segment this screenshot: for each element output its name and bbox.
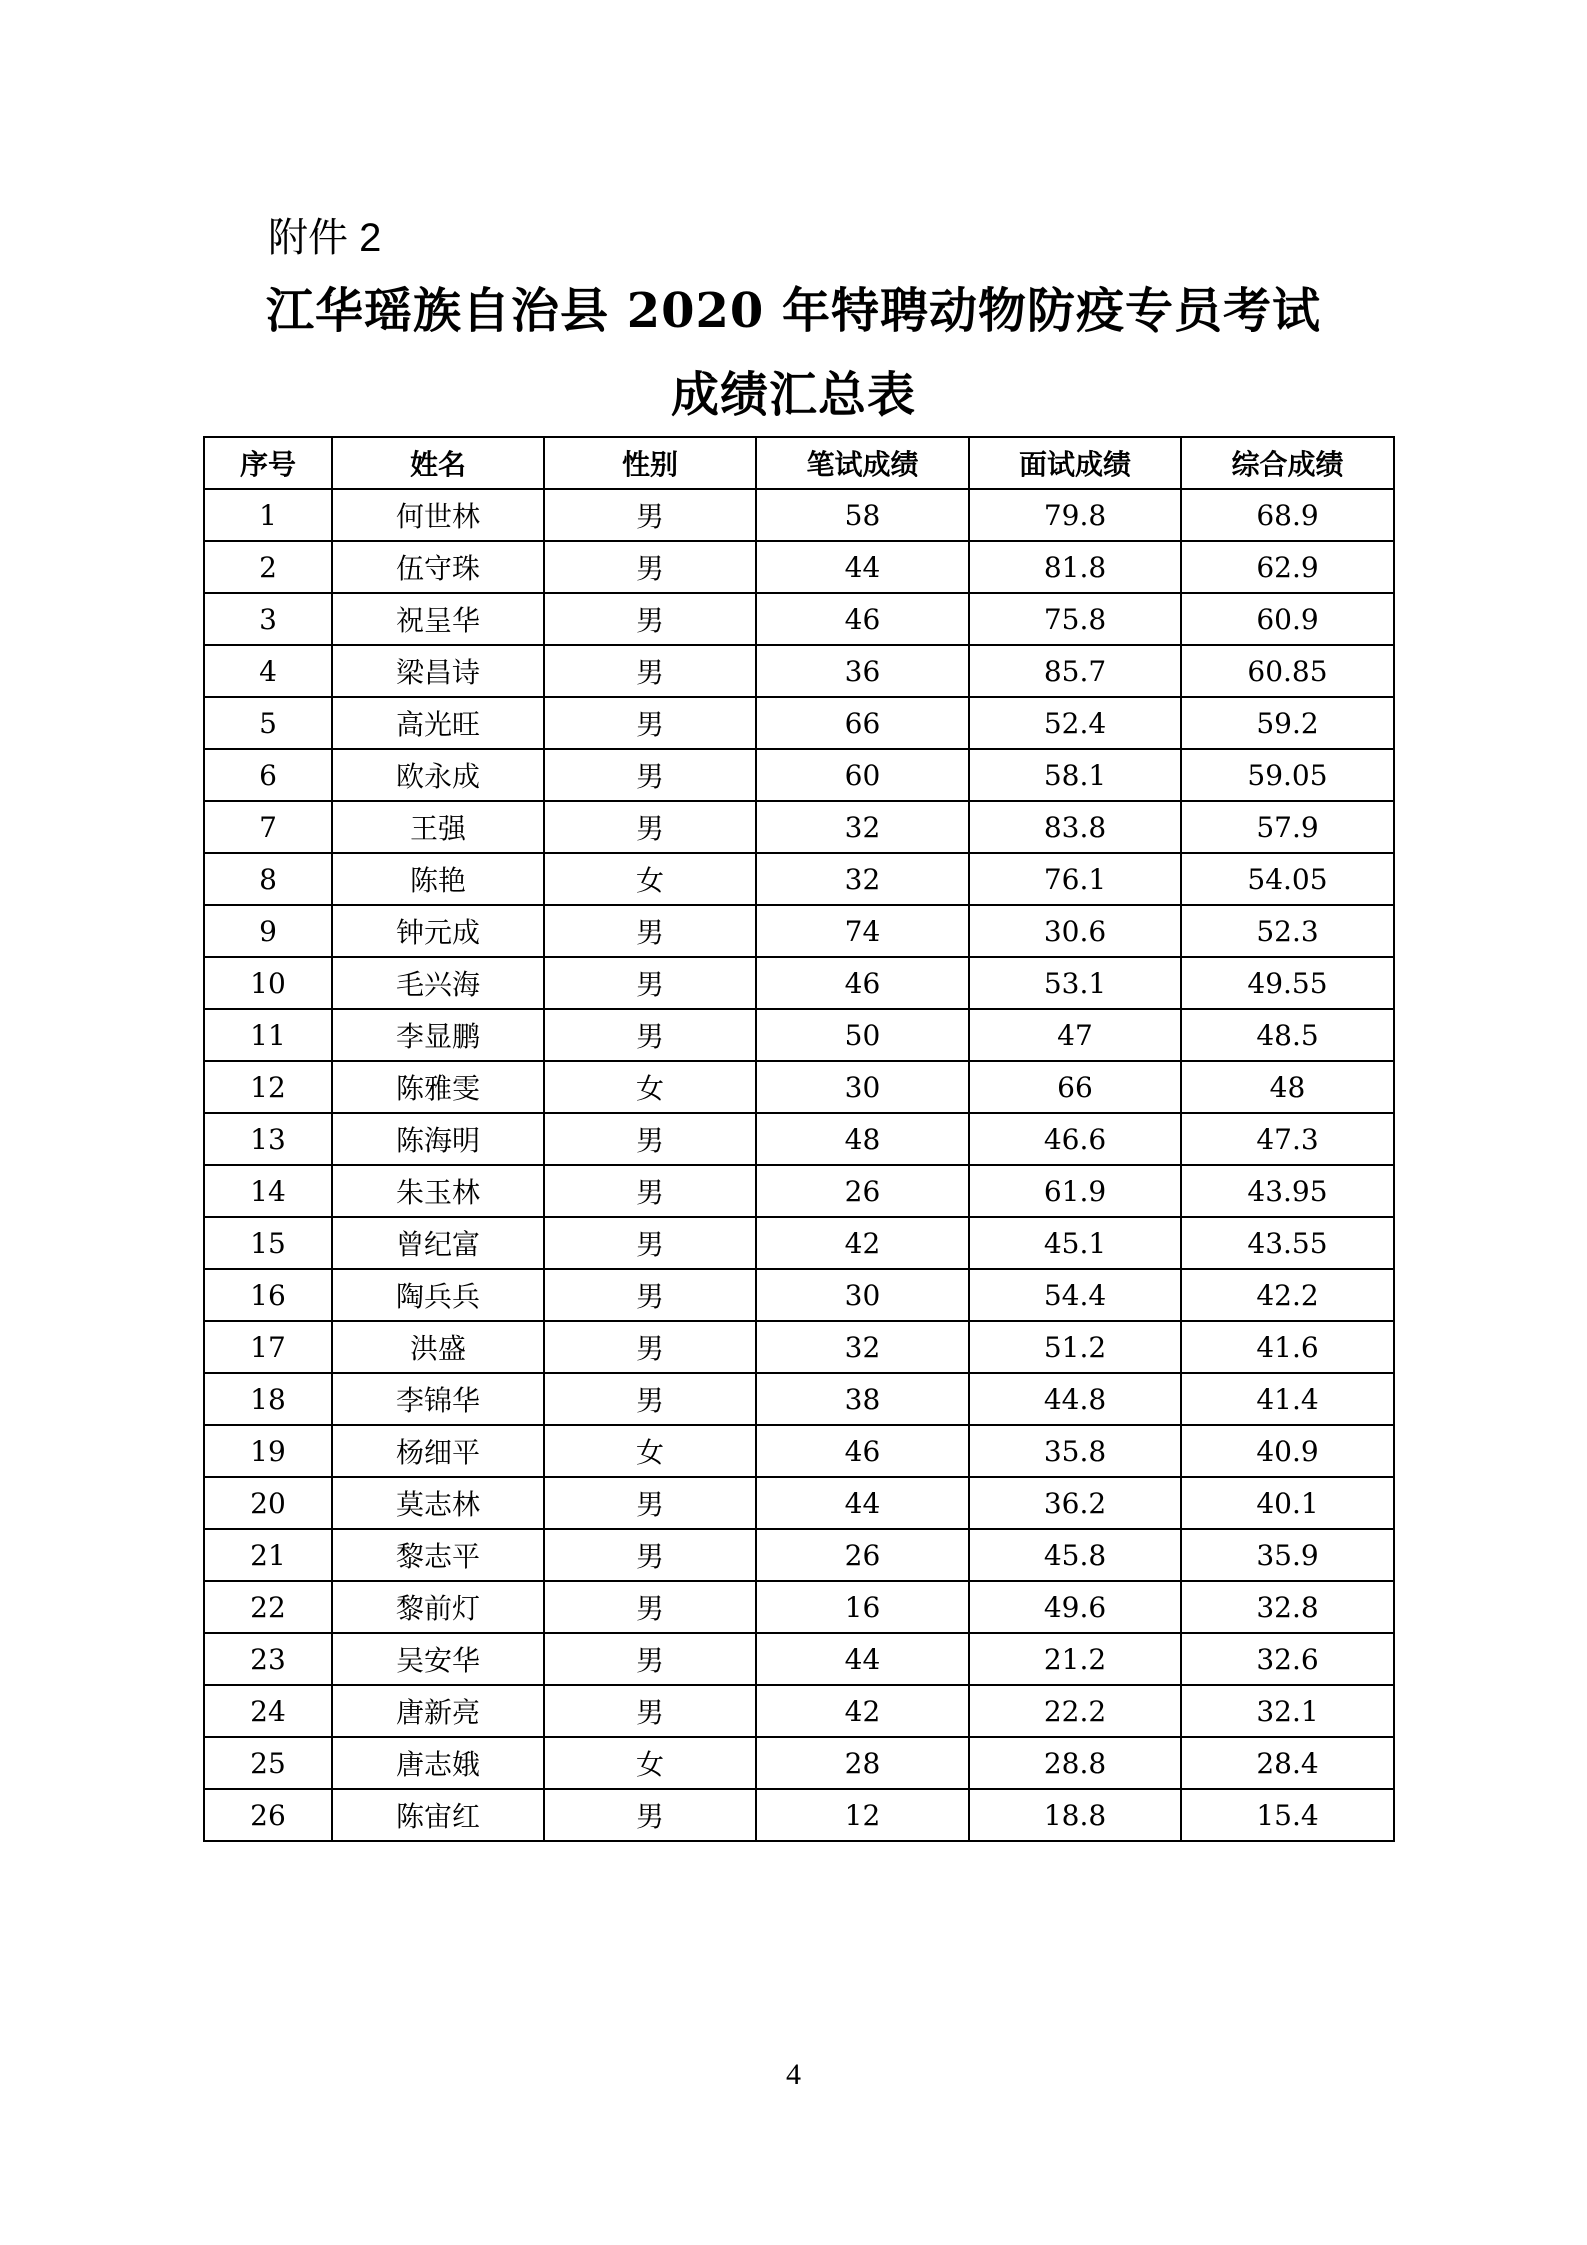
cell-interview-score: 45.1 <box>969 1217 1181 1269</box>
cell-written-score: 30 <box>756 1061 969 1113</box>
cell-gender: 女 <box>544 1061 756 1113</box>
cell-index: 14 <box>204 1165 332 1217</box>
table-row <box>204 489 1394 541</box>
cell-gender: 男 <box>544 489 756 541</box>
cell-total-score: 28.4 <box>1181 1737 1394 1789</box>
cell-interview-score: 47 <box>969 1009 1181 1061</box>
cell-written-score: 46 <box>756 1425 969 1477</box>
header-gender: 性别 <box>544 437 756 489</box>
cell-name: 黎前灯 <box>332 1581 544 1633</box>
cell-total-score: 48 <box>1181 1061 1394 1113</box>
table-row <box>204 1685 1394 1737</box>
cell-gender: 男 <box>544 1165 756 1217</box>
cell-gender: 男 <box>544 1685 756 1737</box>
cell-index: 15 <box>204 1217 332 1269</box>
cell-interview-score: 45.8 <box>969 1529 1181 1581</box>
table-row <box>204 593 1394 645</box>
cell-interview-score: 58.1 <box>969 749 1181 801</box>
table-row <box>204 1529 1394 1581</box>
cell-name: 莫志林 <box>332 1477 544 1529</box>
table-row <box>204 957 1394 1009</box>
cell-index: 7 <box>204 801 332 853</box>
cell-interview-score: 54.4 <box>969 1269 1181 1321</box>
cell-gender: 男 <box>544 801 756 853</box>
table-row <box>204 749 1394 801</box>
cell-name: 陈艳 <box>332 853 544 905</box>
cell-written-score: 44 <box>756 1477 969 1529</box>
cell-written-score: 42 <box>756 1685 969 1737</box>
cell-gender: 男 <box>544 1633 756 1685</box>
cell-gender: 男 <box>544 697 756 749</box>
cell-name: 李显鹏 <box>332 1009 544 1061</box>
cell-total-score: 49.55 <box>1181 957 1394 1009</box>
table-body <box>204 489 1394 1841</box>
cell-name: 陈宙红 <box>332 1789 544 1841</box>
cell-total-score: 59.05 <box>1181 749 1394 801</box>
table-row <box>204 1789 1394 1841</box>
attachment-label: 附件 2 <box>268 216 382 260</box>
cell-total-score: 48.5 <box>1181 1009 1394 1061</box>
cell-name: 黎志平 <box>332 1529 544 1581</box>
cell-index: 24 <box>204 1685 332 1737</box>
cell-index: 6 <box>204 749 332 801</box>
cell-written-score: 32 <box>756 853 969 905</box>
cell-name: 陶兵兵 <box>332 1269 544 1321</box>
cell-gender: 男 <box>544 905 756 957</box>
cell-interview-score: 76.1 <box>969 853 1181 905</box>
cell-total-score: 40.1 <box>1181 1477 1394 1529</box>
cell-gender: 男 <box>544 593 756 645</box>
cell-name: 李锦华 <box>332 1373 544 1425</box>
cell-written-score: 60 <box>756 749 969 801</box>
cell-gender: 女 <box>544 1425 756 1477</box>
cell-index: 26 <box>204 1789 332 1841</box>
cell-name: 何世林 <box>332 489 544 541</box>
cell-written-score: 32 <box>756 801 969 853</box>
cell-index: 25 <box>204 1737 332 1789</box>
cell-name: 欧永成 <box>332 749 544 801</box>
cell-index: 22 <box>204 1581 332 1633</box>
cell-total-score: 41.6 <box>1181 1321 1394 1373</box>
cell-total-score: 32.1 <box>1181 1685 1394 1737</box>
cell-interview-score: 46.6 <box>969 1113 1181 1165</box>
cell-written-score: 50 <box>756 1009 969 1061</box>
cell-name: 陈海明 <box>332 1113 544 1165</box>
cell-name: 伍守珠 <box>332 541 544 593</box>
cell-total-score: 43.55 <box>1181 1217 1394 1269</box>
document-title: 江华瑶族自治县 2020 年特聘动物防疫专员考试 <box>265 283 1322 339</box>
table-row <box>204 1633 1394 1685</box>
cell-index: 13 <box>204 1113 332 1165</box>
cell-gender: 女 <box>544 853 756 905</box>
cell-index: 11 <box>204 1009 332 1061</box>
table-row <box>204 697 1394 749</box>
cell-written-score: 46 <box>756 593 969 645</box>
cell-name: 洪盛 <box>332 1321 544 1373</box>
cell-interview-score: 36.2 <box>969 1477 1181 1529</box>
cell-written-score: 16 <box>756 1581 969 1633</box>
table-row <box>204 1113 1394 1165</box>
cell-index: 17 <box>204 1321 332 1373</box>
cell-total-score: 57.9 <box>1181 801 1394 853</box>
cell-interview-score: 53.1 <box>969 957 1181 1009</box>
cell-total-score: 40.9 <box>1181 1425 1394 1477</box>
header-index: 序号 <box>204 437 332 489</box>
cell-index: 2 <box>204 541 332 593</box>
cell-gender: 男 <box>544 957 756 1009</box>
header-name: 姓名 <box>332 437 544 489</box>
cell-name: 唐新亮 <box>332 1685 544 1737</box>
cell-gender: 男 <box>544 1581 756 1633</box>
cell-total-score: 32.6 <box>1181 1633 1394 1685</box>
table-row <box>204 1425 1394 1477</box>
cell-name: 朱玉林 <box>332 1165 544 1217</box>
cell-written-score: 66 <box>756 697 969 749</box>
cell-index: 5 <box>204 697 332 749</box>
table-row <box>204 1061 1394 1113</box>
cell-total-score: 52.3 <box>1181 905 1394 957</box>
cell-index: 3 <box>204 593 332 645</box>
cell-written-score: 46 <box>756 957 969 1009</box>
cell-gender: 男 <box>544 1529 756 1581</box>
cell-index: 21 <box>204 1529 332 1581</box>
cell-gender: 男 <box>544 1321 756 1373</box>
page-number: 4 <box>786 2058 801 2091</box>
cell-index: 10 <box>204 957 332 1009</box>
cell-written-score: 26 <box>756 1165 969 1217</box>
cell-total-score: 68.9 <box>1181 489 1394 541</box>
cell-interview-score: 18.8 <box>969 1789 1181 1841</box>
table-header-row <box>204 437 1394 489</box>
cell-interview-score: 61.9 <box>969 1165 1181 1217</box>
cell-index: 9 <box>204 905 332 957</box>
cell-total-score: 32.8 <box>1181 1581 1394 1633</box>
cell-name: 曾纪富 <box>332 1217 544 1269</box>
cell-name: 吴安华 <box>332 1633 544 1685</box>
cell-name: 唐志娥 <box>332 1737 544 1789</box>
cell-interview-score: 52.4 <box>969 697 1181 749</box>
cell-gender: 男 <box>544 645 756 697</box>
table-row <box>204 645 1394 697</box>
cell-interview-score: 79.8 <box>969 489 1181 541</box>
cell-gender: 男 <box>544 1009 756 1061</box>
cell-interview-score: 21.2 <box>969 1633 1181 1685</box>
cell-index: 4 <box>204 645 332 697</box>
cell-gender: 男 <box>544 749 756 801</box>
cell-interview-score: 66 <box>969 1061 1181 1113</box>
cell-gender: 女 <box>544 1737 756 1789</box>
cell-total-score: 54.05 <box>1181 853 1394 905</box>
table-row <box>204 801 1394 853</box>
cell-written-score: 74 <box>756 905 969 957</box>
cell-total-score: 15.4 <box>1181 1789 1394 1841</box>
cell-written-score: 30 <box>756 1269 969 1321</box>
cell-interview-score: 83.8 <box>969 801 1181 853</box>
cell-name: 杨细平 <box>332 1425 544 1477</box>
cell-interview-score: 44.8 <box>969 1373 1181 1425</box>
table-row <box>204 1581 1394 1633</box>
header-written-score: 笔试成绩 <box>756 437 969 489</box>
cell-name: 陈雅雯 <box>332 1061 544 1113</box>
cell-total-score: 59.2 <box>1181 697 1394 749</box>
cell-name: 钟元成 <box>332 905 544 957</box>
cell-gender: 男 <box>544 1217 756 1269</box>
header-interview-score: 面试成绩 <box>969 437 1181 489</box>
cell-index: 16 <box>204 1269 332 1321</box>
cell-interview-score: 35.8 <box>969 1425 1181 1477</box>
cell-interview-score: 81.8 <box>969 541 1181 593</box>
table-row <box>204 1009 1394 1061</box>
table-row <box>204 1373 1394 1425</box>
table-row <box>204 1737 1394 1789</box>
cell-index: 19 <box>204 1425 332 1477</box>
cell-written-score: 36 <box>756 645 969 697</box>
cell-gender: 男 <box>544 541 756 593</box>
cell-index: 20 <box>204 1477 332 1529</box>
table-row <box>204 853 1394 905</box>
cell-written-score: 28 <box>756 1737 969 1789</box>
cell-index: 12 <box>204 1061 332 1113</box>
table-row <box>204 1477 1394 1529</box>
cell-interview-score: 30.6 <box>969 905 1181 957</box>
table-row <box>204 1165 1394 1217</box>
cell-total-score: 42.2 <box>1181 1269 1394 1321</box>
cell-index: 23 <box>204 1633 332 1685</box>
cell-total-score: 60.9 <box>1181 593 1394 645</box>
cell-name: 梁昌诗 <box>332 645 544 697</box>
cell-written-score: 58 <box>756 489 969 541</box>
table-row <box>204 541 1394 593</box>
cell-written-score: 32 <box>756 1321 969 1373</box>
cell-written-score: 12 <box>756 1789 969 1841</box>
cell-gender: 男 <box>544 1477 756 1529</box>
cell-written-score: 48 <box>756 1113 969 1165</box>
cell-written-score: 44 <box>756 1633 969 1685</box>
cell-total-score: 43.95 <box>1181 1165 1394 1217</box>
cell-total-score: 60.85 <box>1181 645 1394 697</box>
cell-gender: 男 <box>544 1373 756 1425</box>
table-row <box>204 905 1394 957</box>
cell-interview-score: 51.2 <box>969 1321 1181 1373</box>
document-subtitle: 成绩汇总表 <box>670 367 916 423</box>
cell-gender: 男 <box>544 1789 756 1841</box>
table-row <box>204 1269 1394 1321</box>
cell-name: 高光旺 <box>332 697 544 749</box>
cell-gender: 男 <box>544 1269 756 1321</box>
cell-interview-score: 75.8 <box>969 593 1181 645</box>
cell-index: 18 <box>204 1373 332 1425</box>
cell-interview-score: 22.2 <box>969 1685 1181 1737</box>
cell-interview-score: 28.8 <box>969 1737 1181 1789</box>
cell-name: 王强 <box>332 801 544 853</box>
cell-written-score: 38 <box>756 1373 969 1425</box>
cell-written-score: 44 <box>756 541 969 593</box>
cell-total-score: 41.4 <box>1181 1373 1394 1425</box>
cell-index: 8 <box>204 853 332 905</box>
table-row <box>204 1217 1394 1269</box>
score-summary-table <box>203 436 1395 1842</box>
table-row <box>204 1321 1394 1373</box>
cell-total-score: 35.9 <box>1181 1529 1394 1581</box>
cell-interview-score: 85.7 <box>969 645 1181 697</box>
cell-total-score: 62.9 <box>1181 541 1394 593</box>
cell-name: 祝呈华 <box>332 593 544 645</box>
header-total-score: 综合成绩 <box>1181 437 1394 489</box>
cell-gender: 男 <box>544 1113 756 1165</box>
cell-index: 1 <box>204 489 332 541</box>
cell-written-score: 26 <box>756 1529 969 1581</box>
cell-written-score: 42 <box>756 1217 969 1269</box>
cell-total-score: 47.3 <box>1181 1113 1394 1165</box>
cell-name: 毛兴海 <box>332 957 544 1009</box>
cell-interview-score: 49.6 <box>969 1581 1181 1633</box>
